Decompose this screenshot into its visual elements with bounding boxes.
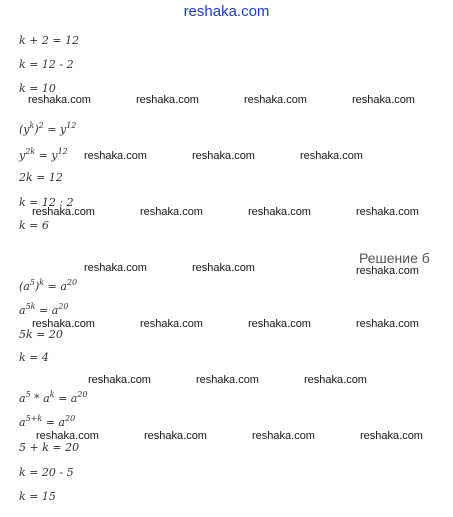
site-header-link[interactable]: reshaka.com — [183, 3, 270, 20]
equation-line: k = 6 — [19, 219, 49, 232]
watermark: reshaka.com — [140, 318, 203, 330]
equation-line: $(y^k)^2 = y^{12}$ — [19, 121, 77, 136]
watermark: reshaka.com — [136, 94, 199, 106]
watermark: reshaka.com — [192, 262, 255, 274]
equation-line: k = 20 - 5 — [19, 466, 74, 479]
watermark: reshaka.com — [196, 374, 259, 386]
watermark: reshaka.com — [88, 374, 151, 386]
equation-line: k = 15 — [19, 490, 56, 503]
watermark: reshaka.com — [84, 150, 147, 162]
watermark: reshaka.com — [352, 94, 415, 106]
watermark: reshaka.com — [248, 318, 311, 330]
watermark: reshaka.com — [84, 262, 147, 274]
watermark: reshaka.com — [32, 318, 95, 330]
watermark: reshaka.com — [192, 150, 255, 162]
solution-b-label: Решение б — [359, 250, 430, 266]
watermark: reshaka.com — [140, 206, 203, 218]
equation-line: $(a^5)^k = a^{20}$ — [19, 278, 78, 293]
equation-line: 5 + k = 20 — [19, 441, 80, 454]
equation-line: 5k = 20 — [19, 328, 63, 341]
equation-line: k = 10 — [19, 82, 56, 95]
equation-line: 2k = 12 — [19, 171, 63, 184]
equation-line: k + 2 = 12 — [19, 34, 80, 47]
watermark: reshaka.com — [32, 206, 95, 218]
watermark: reshaka.com — [28, 94, 91, 106]
equation-line: $a^{5+k} = a^{20}$ — [19, 414, 76, 429]
equation-line: k = 4 — [19, 351, 49, 364]
equation-line: k = 12 : 2 — [19, 196, 74, 209]
watermark: reshaka.com — [360, 430, 423, 442]
equation-line: k = 12 - 2 — [19, 58, 74, 71]
watermark: reshaka.com — [356, 265, 419, 277]
watermark: reshaka.com — [244, 94, 307, 106]
watermark: reshaka.com — [300, 150, 363, 162]
watermark: reshaka.com — [144, 430, 207, 442]
watermark: reshaka.com — [36, 430, 99, 442]
equation-line: $a^{5k} = a^{20}$ — [19, 302, 69, 317]
equation-line: $y^{2k} = y^{12}$ — [19, 147, 68, 162]
watermark: reshaka.com — [356, 206, 419, 218]
watermark: reshaka.com — [304, 374, 367, 386]
equation-line: $a^5 * a^k = a^{20}$ — [19, 390, 88, 405]
watermark: reshaka.com — [252, 430, 315, 442]
watermark: reshaka.com — [248, 206, 311, 218]
watermark: reshaka.com — [356, 318, 419, 330]
